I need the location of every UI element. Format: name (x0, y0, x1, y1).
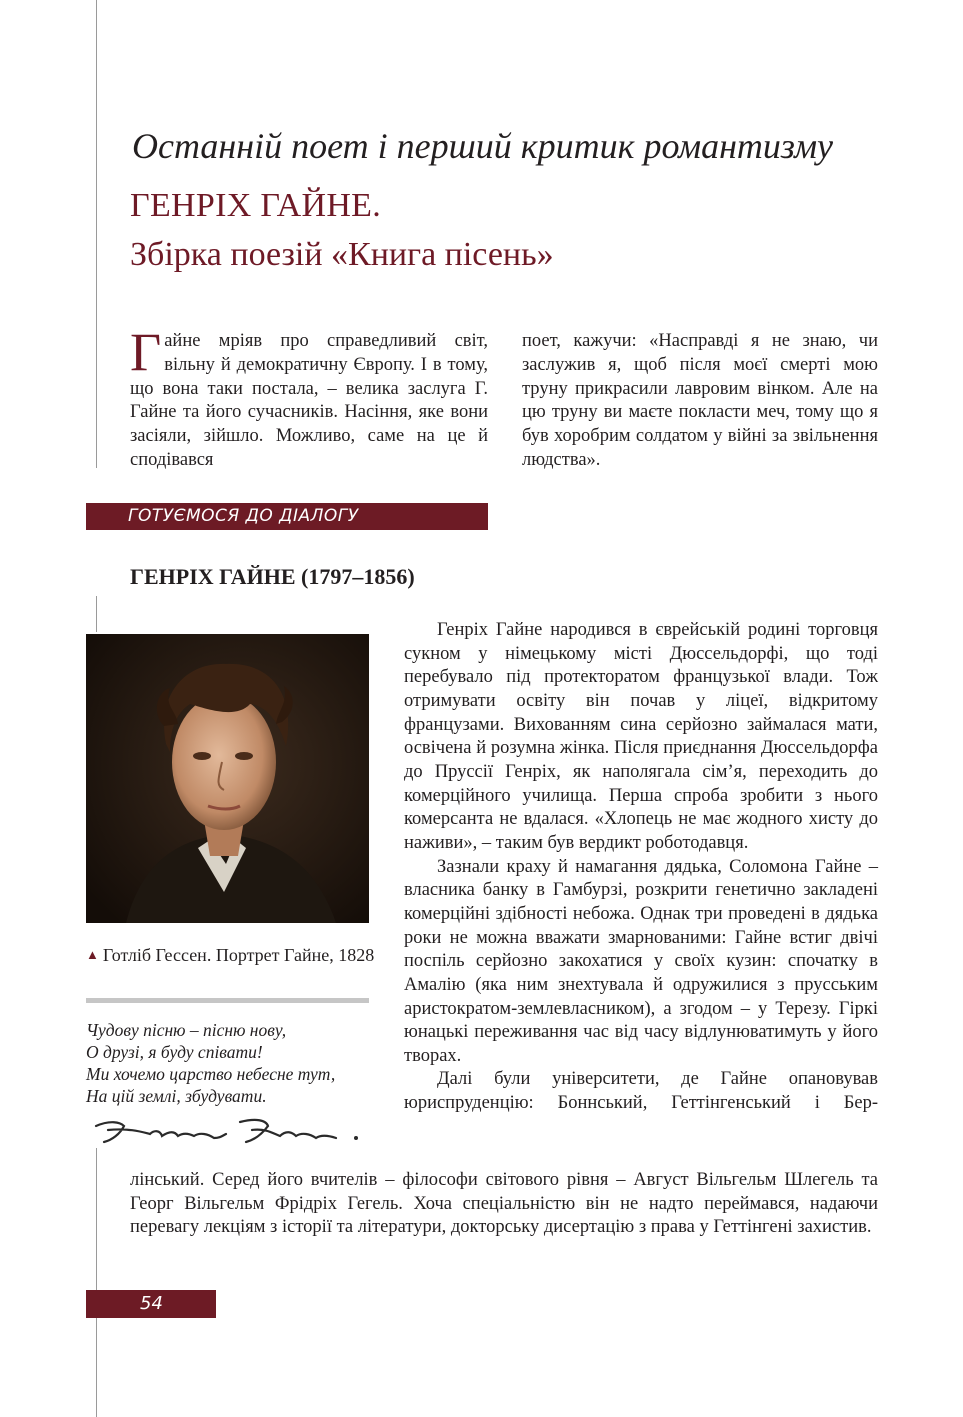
poem-line: На цій землі, збудувати. (86, 1086, 267, 1106)
poem-line: Ми хочемо царство небесне тут, (86, 1064, 336, 1084)
caption-divider (86, 998, 369, 1003)
poem-line: Чудову пісню – пісню нову, (86, 1020, 287, 1040)
left-margin-rule (96, 1148, 97, 1293)
left-margin-rule (96, 1318, 97, 1417)
signature-drawing (90, 1112, 370, 1152)
poem-quote (86, 1019, 386, 1107)
left-margin-rule (96, 0, 97, 468)
left-margin-rule (96, 596, 97, 632)
intro-right-column (522, 330, 878, 473)
portrait-illustration (86, 634, 369, 923)
section-label: ГОТУЄМОСЯ ДО ДІАЛОГУ (128, 506, 359, 526)
portrait-caption-text: Готліб Гессен. Портрет Гайне, 1828 (102, 945, 375, 965)
chapter-title-line2: Збірка поезій «Книга пісень» (130, 236, 554, 273)
intro-left-column (130, 322, 488, 473)
portrait-image (86, 634, 369, 923)
bio-heading: ГЕНРІХ ГАЙНЕ (1797–1856) (130, 564, 415, 589)
triangle-up-icon: ▲ (86, 947, 99, 962)
drop-cap: Г (130, 322, 162, 382)
poem-line: О друзі, я буду співати! (86, 1042, 263, 1062)
bio-body-right (404, 619, 878, 1116)
bio-paragraph-continued: лінський. Серед його вчителів – філософи світового рівня – Август Вільгельм Шлегель та Георг Вільгельм Фрідріх Гегель. Хоча спеціальністю він не надто переймався, надаючи перевагу лекціям з історії та літератури, докторську дисертацію з права у Геттінгені захистив. (130, 1170, 878, 1238)
bio-paragraph: Зазнали краху й намагання дядька, Соломона Гайне – власника банку в Гамбурзі, розкрити генетично закладені комерційні здібності небожа. Однак три проведені в дядька роки не можна вважати змарнованими: Гайне встиг двічі поспіль серйозно закохатися у своїх кузин: спочатку в Амалію (яка ним знехтувала й одружилися з прусським аристократом-землевласником), а згодом – у Терезу. Гіркі юнацькі переживання час від часу відлунюватимуть у його творах. (404, 856, 878, 1066)
chapter-kicker: Останній поет і перший критик романтизму (132, 126, 834, 166)
bio-paragraph: Далі були університети, де Гайне опановував юриспруденцію: Боннський, Геттінгенський і Бер- (404, 1069, 878, 1114)
intro-right-text: поет, кажучи: «Насправді я не знаю, чи заслужив я, щоб після моєї смерті мою труну прикрасили лавровим вінком. Але на цю труну ви маєте покласти меч, тому що я був хоробрим солдатом у війні за звільнення людства». (522, 331, 878, 470)
page-number: 54 (140, 1293, 163, 1314)
chapter-title-line1: ГЕНРІХ ГАЙНЕ. (130, 187, 382, 224)
portrait-caption (86, 944, 376, 968)
handwritten-signature (90, 1112, 370, 1157)
bio-paragraph: Генріх Гайне народився в єврейській родині торговця сукном у німецькому місті Дюссельдорфі, що тоді перебувало під протекторатом французької влади. Тож отримувати освіту він почав у ліцеї, відкритому французами. Вихованням сина серйозно займалася мати, освічена й розумна жінка. Після приєднання Дюссельдорфа до Пруссії Генріх, як наполягала сім’я, переходить до комерційного училища. Перша спроба зробити з нього комерсанта не вдалася. «Хлопець не має жодного хисту до наживи», – таким був вердикт роботодавця. (404, 620, 878, 853)
intro-left-text: айне мріяв про справедливий світ, вільну й демократичну Європу. І в тому, що вона таки постала, – велика заслуга Г. Гайне та його сучасників. Насіння, яке вони засіяли, зійшло. Можливо, саме на це й сподівався (130, 331, 488, 470)
